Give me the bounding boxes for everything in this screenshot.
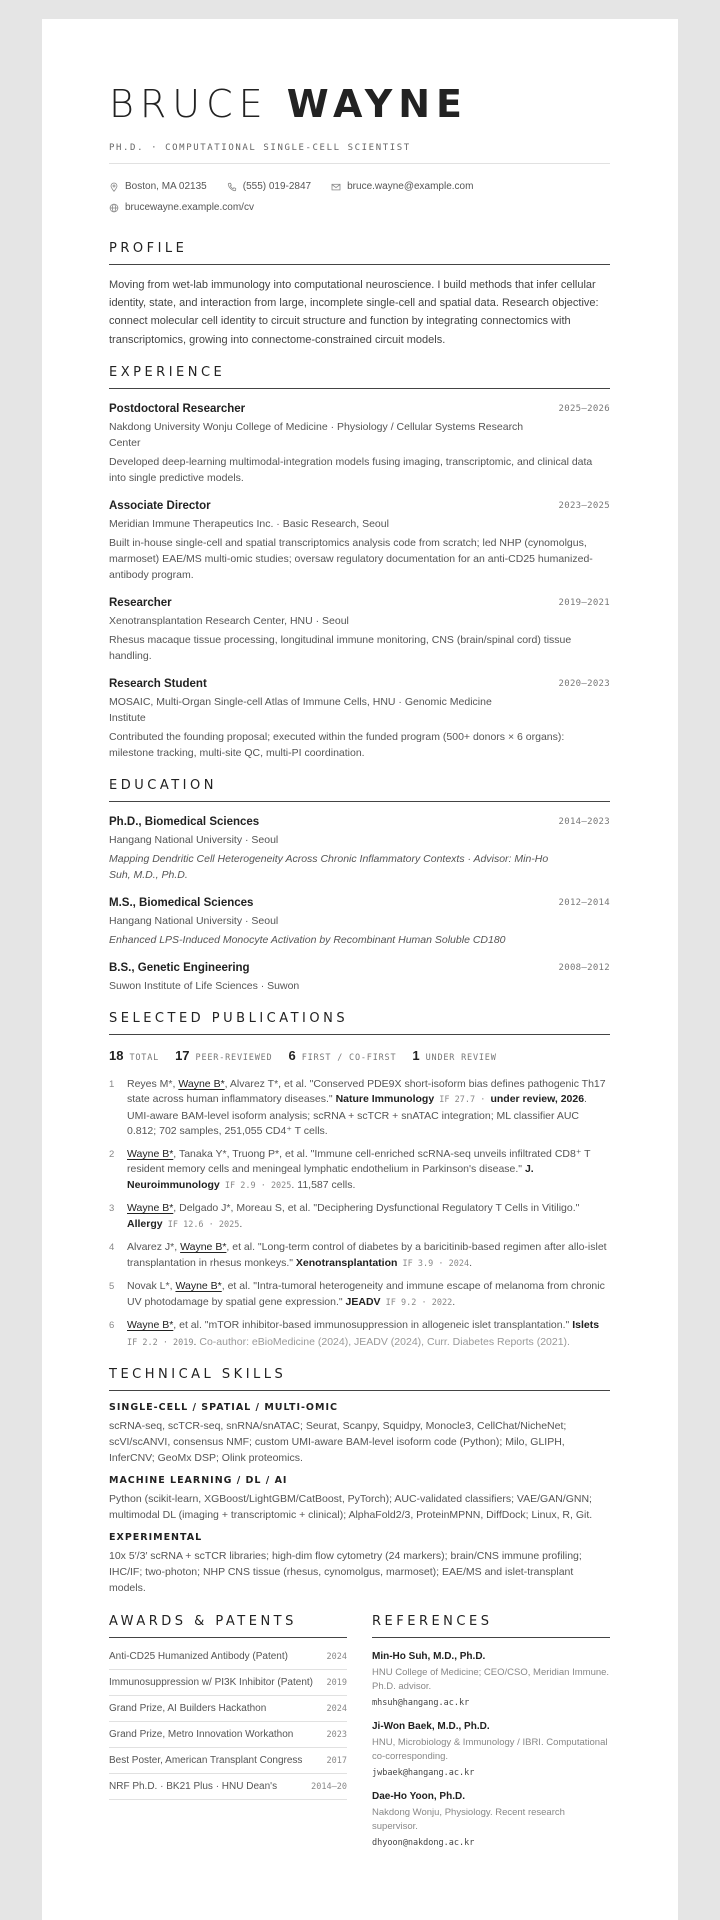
pub-authors-pre: Alvarez J*, bbox=[127, 1241, 181, 1254]
publication-item bbox=[109, 1147, 610, 1195]
skill-text: Python (scikit-learn, XGBoost/LightGBM/CatBoost, PyTorch); AUC-validated classifiers; VAE/GAN/GNN; multimodal DL (imaging + transcriptomic + clinical); AlphaFold2/3, ProteinMPNN, DiffDock; Linux, R, Git. bbox=[109, 1493, 593, 1522]
section-rule bbox=[109, 1637, 347, 1638]
stat-label: TOTAL bbox=[129, 1052, 160, 1063]
pub-number: 4 bbox=[109, 1242, 115, 1254]
reference-name: Min-Ho Suh, M.D., Ph.D. bbox=[372, 1651, 486, 1663]
award-year: 2024 bbox=[326, 1652, 347, 1663]
pub-journal: Allergy bbox=[127, 1217, 163, 1230]
pub-citation: , et al. "mTOR inhibitor-based immunosuppression in allogeneic islet transplantation." bbox=[173, 1319, 573, 1332]
awards-list bbox=[109, 1644, 347, 1800]
reference-item bbox=[372, 1720, 610, 1780]
location-pin-icon bbox=[109, 182, 119, 192]
reference-email[interactable]: dhyoon@nakdong.ac.kr bbox=[372, 1838, 475, 1849]
award-year: 2024 bbox=[326, 1704, 347, 1715]
pub-citation: , Delgado J*, Moreau S, et al. "Deciphering Dysfunctional Regulatory T Cells in Vitiligo." bbox=[173, 1202, 580, 1215]
profile-text: Moving from wet-lab immunology into computational neuroscience. I build methods that infer cellular identity, state, and interaction from large, incomplete single-cell and spatial data. Research objective: connect molecular cell identity to circuit structure and function by integrating connectomics with transcriptomics, growing into connectome-constrained circuit models. bbox=[109, 279, 599, 346]
award-row bbox=[109, 1696, 347, 1722]
awards-section bbox=[109, 1614, 347, 1850]
section-title: PROFILE bbox=[109, 241, 188, 256]
pub-number: 2 bbox=[109, 1148, 115, 1160]
pub-journal: J. Neuroimmunology bbox=[127, 1163, 534, 1191]
mail-icon bbox=[331, 182, 341, 192]
award-name: NRF Ph.D. · BK21 Plus · HNU Dean's bbox=[109, 1781, 278, 1793]
job-title: Research Student bbox=[109, 677, 207, 690]
contact-website[interactable] bbox=[109, 202, 254, 214]
education-section bbox=[109, 778, 610, 994]
section-rule bbox=[372, 1637, 610, 1638]
education-item bbox=[109, 896, 610, 948]
award-year: 2019 bbox=[326, 1678, 347, 1689]
job-date: 2020–2023 bbox=[558, 678, 610, 689]
school: Suwon Institute of Life Sciences · Suwon bbox=[109, 979, 300, 992]
publications-section bbox=[109, 1011, 610, 1352]
references-section bbox=[372, 1614, 610, 1850]
pub-note: . 11,587 cells. bbox=[291, 1178, 356, 1191]
publication-stats bbox=[109, 1048, 610, 1063]
job-org: Nakdong University Wonju College of Medicine · Physiology / Cellular Systems Research Center bbox=[109, 420, 524, 449]
pub-citation: , Tanaka Y*, Truong P*, et al. "Immune cell-enriched scRNA-seq unveils infiltrated CD8⁺ T resident memory cells and meningeal lymphatic endothelium in Parkinson's disease." bbox=[127, 1147, 591, 1176]
skill-heading: MACHINE LEARNING / DL / AI bbox=[109, 1475, 288, 1487]
pub-citation: , Alvarez T*, et al. "Conserved PDE9X short-isoform bias defines pathogenic Th17 state across human inflammatory diseases." bbox=[127, 1077, 606, 1106]
pub-self-author: Wayne B* bbox=[127, 1147, 174, 1160]
section-rule bbox=[109, 1034, 610, 1035]
award-name: Grand Prize, Metro Innovation Workathon bbox=[109, 1729, 294, 1741]
publication-item bbox=[109, 1279, 610, 1311]
award-name: Grand Prize, AI Builders Hackathon bbox=[109, 1703, 267, 1715]
award-name: Immunosuppression w/ PI3K Inhibitor (Patent) bbox=[109, 1677, 313, 1689]
pub-self-author: Wayne B* bbox=[180, 1241, 227, 1254]
section-rule bbox=[109, 264, 610, 265]
skill-heading: SINGLE-CELL / SPATIAL / MULTI-OMIC bbox=[109, 1402, 338, 1414]
school: Hangang National University · Seoul bbox=[109, 833, 279, 846]
pub-journal: Xenotransplantation bbox=[295, 1256, 398, 1269]
pub-impact: IF 9.2 · 2022 bbox=[380, 1297, 453, 1308]
job-date: 2023–2025 bbox=[558, 500, 610, 511]
reference-affiliation: HNU College of Medicine; CEO/CSO, Meridian Immune. Ph.D. advisor. bbox=[372, 1667, 610, 1693]
pub-status: under review, 2026 bbox=[490, 1093, 585, 1106]
degree: M.S., Biomedical Sciences bbox=[109, 896, 254, 909]
pub-citation: , et al. "Intra-tumoral heterogeneity and immune escape of melanoma from chronic UV photodamage by spatial gene expression." bbox=[127, 1280, 605, 1308]
skill-text: scRNA-seq, scTCR-seq, snRNA/snATAC; Seurat, Scanpy, Squidpy, Monocle3, CellChat/NicheNet; scVI/scANVI, consensus NMF; custom UMI-aware BAM-level isoform code (Python); Milo, GLIPH, InferCNV; GeoMx DSP; Olink proteomics. bbox=[109, 1420, 567, 1465]
pub-number: 3 bbox=[109, 1203, 115, 1215]
contact-email[interactable] bbox=[331, 181, 473, 193]
thesis: Enhanced LPS-Induced Monocyte Activation by Recombinant Human Soluble CD180 bbox=[109, 933, 506, 946]
award-name: Best Poster, American Transplant Congress bbox=[109, 1755, 303, 1767]
section-title: EXPERIENCE bbox=[109, 364, 226, 380]
reference-email[interactable]: jwbaek@hangang.ac.kr bbox=[372, 1768, 475, 1779]
section-title: TECHNICAL SKILLS bbox=[109, 1367, 287, 1383]
degree: Ph.D., Biomedical Sciences bbox=[109, 815, 260, 828]
reference-affiliation: Nakdong Wonju, Physiology. Recent research supervisor. bbox=[372, 1807, 565, 1833]
pub-authors-pre: Reyes M*, bbox=[127, 1077, 179, 1090]
job-desc: Rhesus macaque tissue processing, longitudinal immune monitoring, CNS (brain/spinal cord) tissue handling. bbox=[109, 633, 572, 662]
award-row bbox=[109, 1670, 347, 1696]
education-date: 2014–2023 bbox=[558, 816, 610, 827]
skill-group bbox=[109, 1531, 610, 1596]
reference-name: Dae-Ho Yoon, Ph.D. bbox=[372, 1791, 465, 1803]
award-year: 2014–20 bbox=[311, 1782, 347, 1793]
pub-journal: Islets bbox=[572, 1319, 600, 1332]
section-title: EDUCATION bbox=[109, 777, 217, 793]
pub-self-author: Wayne B* bbox=[178, 1077, 225, 1090]
award-row bbox=[109, 1774, 347, 1800]
pub-impact: IF 3.9 · 2024 bbox=[397, 1258, 470, 1269]
website-text[interactable]: brucewayne.example.com/cv bbox=[125, 201, 254, 213]
stat-label: FIRST / CO-FIRST bbox=[301, 1052, 397, 1063]
pub-self-author: Wayne B* bbox=[127, 1202, 174, 1215]
section-rule bbox=[109, 388, 610, 389]
reference-item bbox=[372, 1790, 610, 1850]
stat-number: 18 bbox=[109, 1047, 124, 1063]
contact-info bbox=[109, 176, 610, 218]
stat-total bbox=[109, 1048, 159, 1063]
contact-phone bbox=[227, 181, 311, 193]
pub-note: . bbox=[193, 1335, 200, 1348]
stat-number: 1 bbox=[412, 1047, 420, 1063]
contact-location bbox=[109, 181, 207, 193]
stat-number: 17 bbox=[175, 1047, 190, 1063]
publication-item bbox=[109, 1240, 610, 1272]
stat-label: PEER-REVIEWED bbox=[195, 1052, 273, 1063]
resume-content bbox=[109, 81, 610, 1850]
pub-note: . bbox=[239, 1217, 243, 1230]
pub-note: . bbox=[469, 1256, 472, 1269]
award-year: 2023 bbox=[326, 1730, 347, 1741]
award-row bbox=[109, 1748, 347, 1774]
publication-item bbox=[109, 1077, 610, 1140]
education-item bbox=[109, 815, 610, 883]
experience-section bbox=[109, 365, 610, 761]
experience-item bbox=[109, 677, 610, 761]
location-text: Boston, MA 02135 bbox=[125, 180, 207, 192]
publication-list bbox=[109, 1077, 610, 1352]
reference-name: Ji-Won Baek, M.D., Ph.D. bbox=[372, 1721, 490, 1733]
section-rule bbox=[109, 1390, 610, 1391]
job-title: Postdoctoral Researcher bbox=[109, 402, 246, 415]
pub-number: 6 bbox=[109, 1320, 115, 1332]
skill-group bbox=[109, 1401, 610, 1466]
first-name: BRUCE bbox=[109, 82, 269, 126]
education-date: 2012–2014 bbox=[558, 897, 610, 908]
job-date: 2025–2026 bbox=[558, 403, 610, 414]
pub-impact: IF 27.7 · bbox=[434, 1095, 491, 1106]
stat-peer-reviewed bbox=[175, 1048, 272, 1063]
job-title: Researcher bbox=[109, 596, 172, 609]
phone-icon bbox=[227, 182, 237, 192]
skill-heading: EXPERIMENTAL bbox=[109, 1532, 203, 1544]
section-title: REFERENCES bbox=[372, 1614, 493, 1630]
pub-journal: JEADV bbox=[345, 1295, 381, 1308]
stat-number: 6 bbox=[288, 1047, 296, 1063]
pub-number: 5 bbox=[109, 1281, 115, 1293]
publication-item bbox=[109, 1201, 610, 1233]
section-title: AWARDS & PATENTS bbox=[109, 1614, 297, 1630]
experience-item bbox=[109, 499, 610, 583]
experience-item bbox=[109, 402, 610, 486]
job-org: Meridian Immune Therapeutics Inc. · Basic Research, Seoul bbox=[109, 517, 389, 530]
pub-authors-pre: Novak L*, bbox=[127, 1280, 176, 1293]
email-text[interactable]: bruce.wayne@example.com bbox=[347, 180, 474, 192]
two-column-footer bbox=[109, 1614, 610, 1850]
profile-section bbox=[109, 241, 610, 349]
award-row bbox=[109, 1644, 347, 1670]
job-org: Xenotransplantation Research Center, HNU · Seoul bbox=[109, 614, 349, 627]
stat-label: UNDER REVIEW bbox=[425, 1052, 497, 1063]
pub-impact: IF 2.9 · 2025 bbox=[219, 1180, 292, 1191]
stat-first-author bbox=[288, 1048, 396, 1063]
degree: B.S., Genetic Engineering bbox=[109, 961, 250, 974]
pub-note: . bbox=[452, 1295, 456, 1308]
experience-item bbox=[109, 596, 610, 664]
job-desc: Built in-house single-cell and spatial transcriptomics analysis code from scratch; led NHP (cynomolgus, marmoset) EAE/MS multi-omic studies; oversaw regulatory documentation for an anti-CD25 humanized-antibody program. bbox=[109, 536, 593, 581]
award-year: 2017 bbox=[326, 1756, 347, 1767]
award-row bbox=[109, 1722, 347, 1748]
last-name: WAYNE bbox=[286, 82, 469, 126]
reference-item bbox=[372, 1650, 610, 1710]
pub-self-author: Wayne B* bbox=[175, 1280, 222, 1293]
reference-affiliation: HNU, Microbiology & Immunology / IBRI. Computational co-corresponding. bbox=[372, 1737, 608, 1763]
pub-impact: IF 2.2 · 2019 bbox=[127, 1337, 194, 1348]
skills-section bbox=[109, 1367, 610, 1596]
skill-group bbox=[109, 1474, 610, 1523]
school: Hangang National University · Seoul bbox=[109, 914, 279, 927]
publication-item bbox=[109, 1318, 610, 1351]
pub-coauthor-note: Co-author: eBioMedicine (2024), JEADV (2024), Curr. Diabetes Reports (2021). bbox=[199, 1335, 570, 1348]
resume-page bbox=[42, 19, 678, 1920]
phone-text: (555) 019-2847 bbox=[242, 180, 312, 192]
job-title: Associate Director bbox=[109, 499, 211, 512]
job-desc: Contributed the founding proposal; executed within the funded program (500+ donors × 6 organs): milestone tracking, multi-site QC, multi-PI coordination. bbox=[109, 730, 565, 759]
header-divider bbox=[109, 163, 610, 164]
pub-journal: Nature Immunology bbox=[335, 1093, 435, 1106]
pub-citation: , et al. "Long-term control of diabetes by a baricitinib-based regimen after allo-islet transplantation in rhesus monkeys." bbox=[127, 1241, 607, 1269]
subtitle: PH.D. · COMPUTATIONAL SINGLE-CELL SCIENTIST bbox=[109, 143, 411, 153]
job-desc: Developed deep-learning multimodal-integration models fusing imaging, transcriptomic, and clinical data into single predictive models. bbox=[109, 455, 593, 484]
job-org: MOSAIC, Multi-Organ Single-cell Atlas of Immune Cells, HNU · Genomic Medicine Institute bbox=[109, 695, 492, 724]
section-title: SELECTED PUBLICATIONS bbox=[109, 1010, 349, 1026]
award-name: Anti-CD25 Humanized Antibody (Patent) bbox=[109, 1651, 288, 1663]
pub-note: . UMI-aware BAM-level isoform analysis; scRNA + scTCR + snATAC integration; ML classifier AUC 0.812; 702 samples, 251,055 CD4⁺ T cells. bbox=[127, 1093, 587, 1138]
pub-self-author: Wayne B* bbox=[127, 1319, 174, 1332]
name-heading bbox=[109, 81, 610, 127]
globe-icon bbox=[109, 203, 119, 213]
reference-email[interactable]: mhsuh@hangang.ac.kr bbox=[372, 1698, 470, 1709]
thesis: Mapping Dendritic Cell Heterogeneity Across Chronic Inflammatory Contexts · Advisor: Min-Ho Suh, M.D., Ph.D. bbox=[109, 852, 549, 881]
education-item bbox=[109, 961, 610, 994]
education-date: 2008–2012 bbox=[558, 962, 610, 973]
pub-number: 1 bbox=[109, 1078, 115, 1090]
job-date: 2019–2021 bbox=[558, 597, 610, 608]
pub-impact: IF 12.6 · 2025 bbox=[162, 1219, 240, 1230]
section-rule bbox=[109, 801, 610, 802]
stat-under-review bbox=[412, 1048, 496, 1063]
skill-text: 10x 5′/3′ scRNA + scTCR libraries; high-dim flow cytometry (24 markers); brain/CNS immune profiling; IHC/IF; two-photon; NHP CNS tissue (rhesus, cynomolgus, marmoset); EAE/MS and islet-transplant models. bbox=[109, 1550, 582, 1595]
